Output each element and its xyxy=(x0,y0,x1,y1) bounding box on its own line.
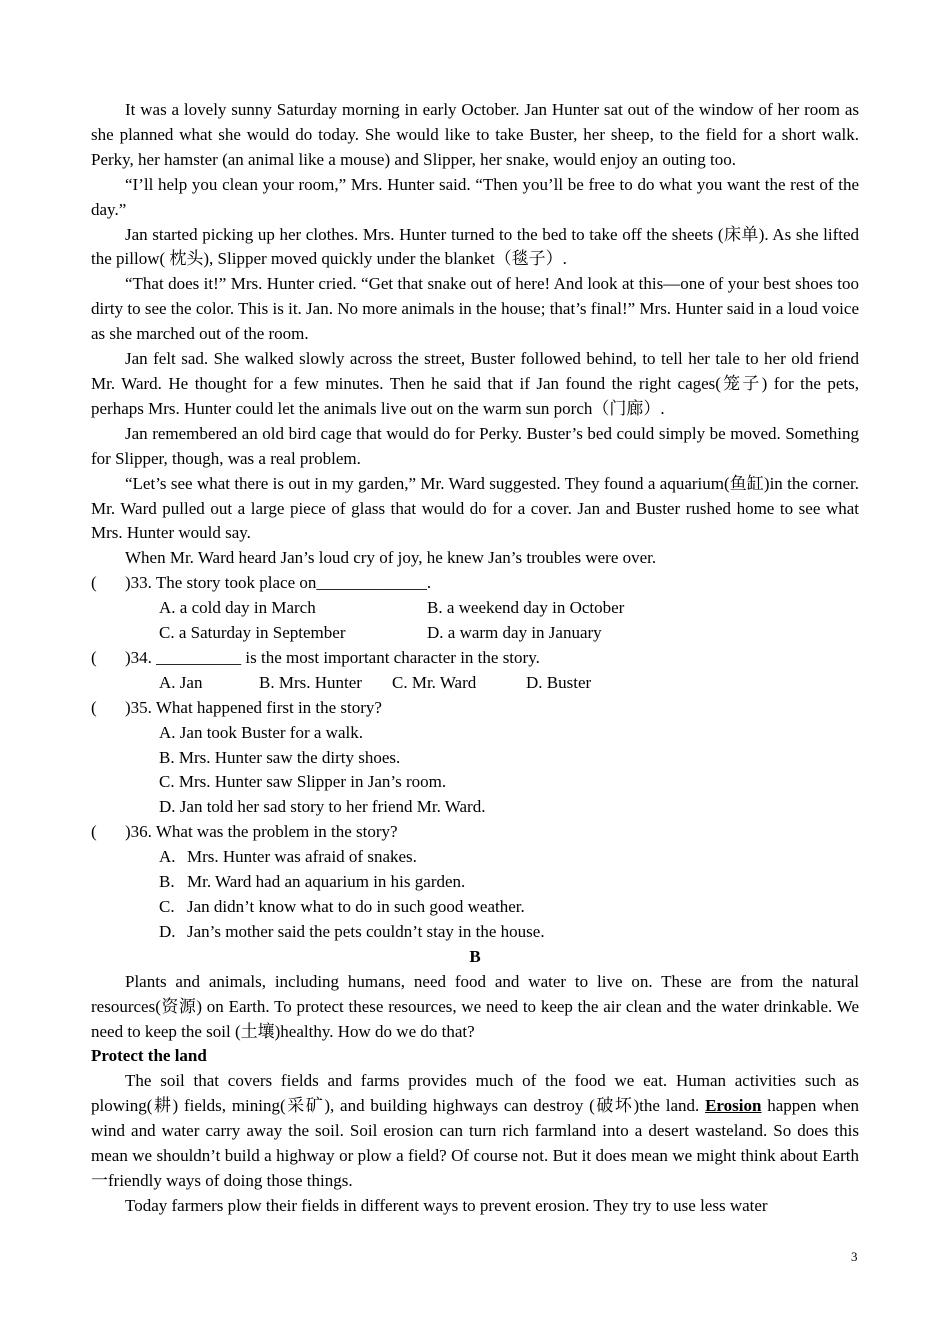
option-b xyxy=(91,870,859,895)
option-c: C. a Saturday in September xyxy=(159,623,346,643)
question-stem: )36. What was the problem in the story? xyxy=(125,822,398,842)
option-b: B. a weekend day in October xyxy=(427,598,625,618)
option-text: Mrs. Hunter was afraid of snakes. xyxy=(187,847,417,867)
option-d: D. Jan told her sad story to her friend Mr. Ward. xyxy=(159,797,486,817)
question-34 xyxy=(91,646,859,671)
question-33 xyxy=(91,571,859,596)
answer-blank: ( xyxy=(91,573,97,593)
answer-blank: ( xyxy=(91,647,97,667)
answer-blank: ( xyxy=(91,822,97,842)
option-a: A. Jan xyxy=(159,672,203,692)
question-stem: )35. What happened first in the story? xyxy=(125,697,382,717)
passage-a-paragraph-4: “That does it!” Mrs. Hunter cried. “Get that snake out of here! And look at this—one of your best shoes too dirty to see the color. This is it. Jan. No more animals in the house; that’s final!” Mrs. Hunter said in a loud voice as she marched out of the room. xyxy=(91,274,859,344)
answer-blank: ( xyxy=(91,697,97,717)
option-c xyxy=(91,895,859,920)
option-letter: B. xyxy=(159,872,175,892)
option-a xyxy=(91,845,859,870)
option-c: C. Mr. Ward xyxy=(392,672,477,692)
option-a: A. a cold day in March xyxy=(159,598,316,618)
passage-a-paragraph-5: Jan felt sad. She walked slowly across the street, Buster followed behind, to tell her tale to her old friend Mr. Ward. He thought for a few minutes. Then he said that if Jan found the right cages(笼子) for the pets, perhaps Mrs. Hunter could let the animals live out on the warm sun porch（门廊）. xyxy=(91,349,859,418)
option-c: C. Mrs. Hunter saw Slipper in Jan’s room. xyxy=(159,772,447,792)
option-letter: D. xyxy=(159,921,176,941)
passage-b-paragraph-2: Today farmers plow their fields in different ways to prevent erosion. They try to use less water xyxy=(125,1195,768,1215)
paragraph-text: The soil that covers fields and farms provides much of the food we eat. Human activities such as plowing(耕) fields, mining(采矿), and building highways can destroy (破坏)the land. xyxy=(91,1071,859,1116)
question-36 xyxy=(91,820,859,845)
option-a: A. Jan took Buster for a walk. xyxy=(159,722,363,742)
document-body xyxy=(91,98,859,1219)
options-row xyxy=(91,596,859,621)
passage-a-paragraph-6: Jan remembered an old bird cage that would do for Perky. Buster’s bed could simply be moved. Something for Slipper, though, was a real problem. xyxy=(91,423,859,468)
option-letter: A. xyxy=(159,847,176,867)
options-row xyxy=(91,671,859,696)
passage-a-paragraph-8: When Mr. Ward heard Jan’s loud cry of joy, he knew Jan’s troubles were over. xyxy=(125,548,657,568)
option-d: D. Buster xyxy=(526,672,592,692)
option-letter: C. xyxy=(159,897,175,916)
keyword-erosion: Erosion xyxy=(705,1096,762,1116)
subheading-protect-the-land: Protect the land xyxy=(91,1046,207,1066)
option-text: Mr. Ward had an aquarium in his garden. xyxy=(187,872,466,892)
passage-a-paragraph-7: “Let’s see what there is out in my garden,” Mr. Ward suggested. They found a aquarium(鱼缸)in the corner. Mr. Ward pulled out a large piece of glass that would do for a cover. Jan and Buster rushed home to see what Mrs. Hunter would say. xyxy=(91,473,859,543)
options-row xyxy=(91,621,859,646)
section-heading-b: B xyxy=(469,946,481,966)
passage-a-paragraph-2: “I’ll help you clean your room,” Mrs. Hunter said. “Then you’ll be free to do what you want the rest of the day.” xyxy=(91,174,859,219)
option-d xyxy=(91,920,859,945)
page-number: 3 xyxy=(851,1249,858,1264)
option-text: Jan didn’t know what to do in such good weather. xyxy=(187,897,525,916)
passage-a-paragraph-1: It was a lovely sunny Saturday morning in early October. Jan Hunter sat out of the window of her room as she planned what she would do today. She would like to take Buster, her sheep, to the field for a short walk. Perky, her hamster (an animal like a mouse) and Slipper, her snake, would enjoy an outing too. xyxy=(91,100,859,169)
passage-b-paragraph-1 xyxy=(91,1069,859,1194)
option-b: B. Mrs. Hunter xyxy=(259,672,362,692)
question-35 xyxy=(91,696,859,721)
option-text: Jan’s mother said the pets couldn’t stay in the house. xyxy=(187,921,545,941)
question-stem: )33. The story took place on_____________. xyxy=(125,573,432,593)
passage-a-paragraph-3: Jan started picking up her clothes. Mrs. Hunter turned to the bed to take off the sheets (床单). As she lifted the pillow( 枕头), Slipper moved quickly under the blanket（毯子）. xyxy=(91,224,859,269)
paragraph-text: happen when wind and water carry away the soil. Soil erosion can turn rich farmland into a desert wasteland. So does this mean we shouldn’t build a highway or plow a field? Of course not. But it does mean we might think about Earth一friendly ways of doing those things. xyxy=(91,1096,859,1190)
option-d: D. a warm day in January xyxy=(427,623,602,643)
question-stem: )34. __________ is the most important character in the story. xyxy=(125,647,540,667)
passage-b-intro: Plants and animals, including humans, need food and water to live on. These are from the natural resources(资源) on Earth. To protect these resources, we need to keep the air clean and the water drinkable. We need to keep the soil (土壤)healthy. How do we do that? xyxy=(91,971,859,1041)
option-b: B. Mrs. Hunter saw the dirty shoes. xyxy=(159,747,401,767)
